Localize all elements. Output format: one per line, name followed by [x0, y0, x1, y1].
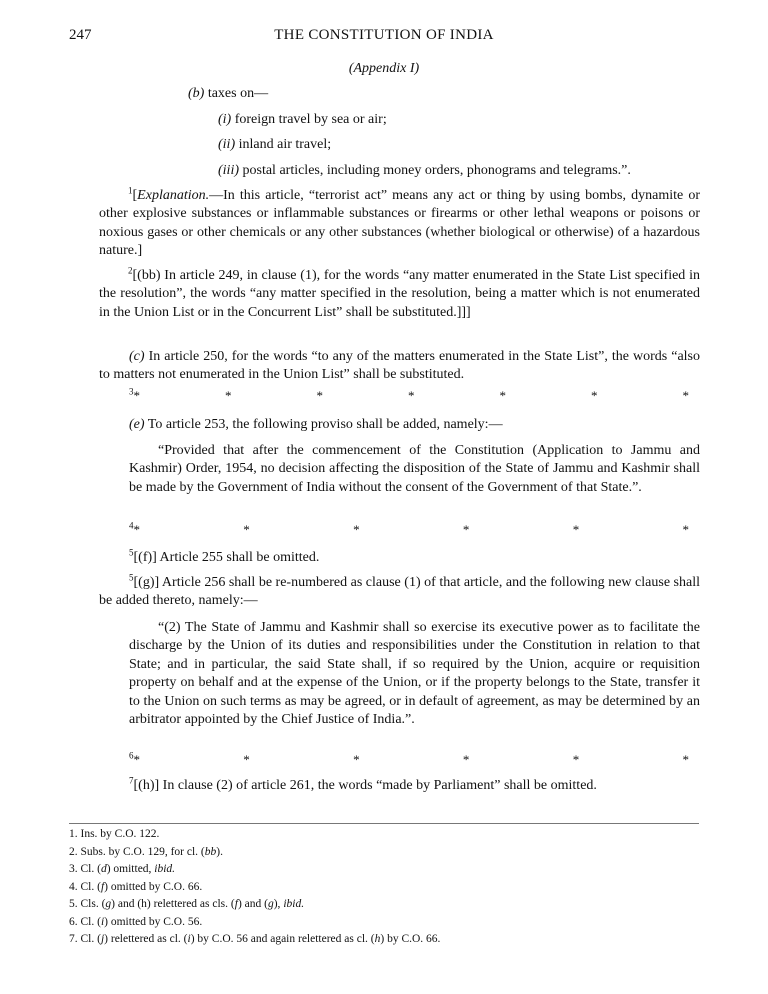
star: *: [353, 522, 360, 537]
star-first: $^6$*: [129, 750, 140, 767]
footnote-ref-7: 7: [129, 775, 134, 786]
clause-c-text: In article 250, for the words “to any of the matters enumerated in the State List”, the words “also to matters not enumerated in the Union List” shall be substituted.: [99, 349, 700, 383]
clause-g-text: Article 256 shall be re-numbered as clause (1) of that article, and the following new clause shall be added thereto, namely:—: [99, 575, 701, 609]
star: *: [316, 388, 323, 403]
footnote-ref-1: 1: [128, 185, 133, 196]
star: *: [462, 752, 470, 767]
footnotes-list: [69, 826, 699, 949]
star: *: [408, 388, 415, 403]
clause-c-paragraph: [99, 348, 700, 385]
clause-h: [129, 777, 597, 795]
star: *: [572, 752, 580, 767]
footnote-6: 6. Cl. (i) omitted by C.O. 56.: [69, 915, 203, 928]
clause-e: [129, 416, 503, 434]
subclause-ii: [218, 136, 331, 154]
star: *: [243, 752, 250, 767]
clause-h-text: In clause (2) of article 261, the words “made by Parliament” shall be omitted.: [162, 778, 597, 793]
footnote-4: 4. Cl. (f) omitted by C.O. 66.: [69, 880, 203, 893]
footnote-ref-5: 5: [129, 547, 134, 558]
footnote-ref-2: 2: [128, 265, 133, 276]
star: *: [225, 388, 232, 403]
footnote-divider: [69, 823, 699, 824]
clause-c-label: (c): [129, 349, 145, 364]
star: *: [682, 522, 689, 537]
footnote-3: 3. Cl. (d) omitted, ibid.: [69, 863, 176, 875]
omission-stars-3: [129, 752, 689, 768]
explanation-label: Explanation.: [137, 188, 210, 203]
footnote-7: 7. Cl. (j) relettered as cl. (i) by C.O. 56 and again relettered as cl. (h) by C.O. 66.: [69, 933, 441, 945]
clause-f-text: Article 255 shall be omitted.: [159, 550, 320, 565]
clause-g-paragraph: [99, 574, 700, 611]
explanation-text: —In this article, “terrorist act” means any act or thing by using bombs, dynamite or other explosive substances or inflammable substances or firearms or other lethal weapons or poisons or noxious gases or other chemicals or any other substances (whether biological or otherwise) of a hazardous nature.]: [99, 188, 700, 259]
footnote-2: 2. Subs. by C.O. 129, for cl. (bb).: [69, 845, 223, 858]
subclause-i-label: (i): [218, 112, 232, 127]
subclause-i-text: foreign travel by sea or air;: [234, 112, 387, 127]
clause-bb-label: [(bb): [132, 268, 161, 283]
subclause-iii-label: (iii): [218, 163, 239, 178]
clause-h-label: [(h)]: [133, 778, 160, 793]
footnote-ref-5b: 5: [129, 572, 134, 583]
bracket-open: [: [132, 188, 138, 203]
footnote-5: 5. Cls. (g) and (h) relettered as cls. (f) and (g), ibid.: [69, 898, 305, 910]
star-first: $^4$*: [129, 520, 140, 537]
subclause-iii-text: postal articles, including money orders, phonograms and telegrams.”.: [242, 163, 631, 178]
omission-stars-2: [129, 522, 689, 538]
proviso-paragraph: “Provided that after the commencement of the Constitution (Application to Jammu and Kashmir) Order, 1954, no decision affecting the disposition of the State of Jammu and Kashmir shall be made by the Government of India without the consent of the Government of that State.”.: [129, 443, 700, 495]
star: *: [499, 388, 506, 403]
clause-b-label: (b): [188, 86, 205, 101]
page-number: 247: [69, 27, 92, 43]
clause-bb-paragraph: [99, 267, 700, 322]
star: *: [462, 522, 470, 537]
clause-b: [188, 85, 268, 103]
appendix-label: (Appendix I): [348, 61, 420, 76]
clause-g-label: [(g)]: [133, 575, 160, 590]
star: *: [682, 388, 689, 403]
star: *: [572, 522, 580, 537]
clause-b-text: taxes on—: [207, 86, 269, 101]
subclause-i: [218, 111, 387, 129]
omission-stars-1: [129, 388, 689, 404]
star: *: [353, 752, 360, 767]
new-clause-2-paragraph: “(2) The State of Jammu and Kashmir shall so exercise its executive power as to facilitate the discharge by the Union of its duties and responsibilities under the Constitution in relation to that State; and in particular, the said State shall, if so required by the Union, acquire or requisition property on behalf and at the expense of the Union, or if the property belongs to the State, transfer it to the Union on such terms as may be agreed, or in default of agreement, as may be determined by an arbitrator appointed by the Chief Justice of India.”.: [129, 620, 700, 728]
clause-e-label: (e): [129, 417, 145, 432]
subclause-iii: [218, 162, 631, 180]
footnote-1: 1. Ins. by C.O. 122.: [69, 828, 160, 840]
clause-bb-text: In article 249, in clause (1), for the words “any matter enumerated in the State List specified in the resolution”, the words “any matter specified in the resolution, being a matter which is not enumerated in the Union List or in the Concurrent List” shall be substituted.]]]: [99, 268, 700, 320]
star: *: [243, 522, 250, 537]
page-title: THE CONSTITUTION OF INDIA: [274, 27, 494, 43]
explanation-paragraph: [99, 187, 700, 261]
star: *: [682, 752, 689, 767]
clause-f-label: [(f)]: [133, 550, 157, 565]
subclause-ii-text: inland air travel;: [238, 137, 332, 152]
clause-f: [129, 549, 319, 567]
star: *: [591, 388, 598, 403]
star-first: $^3$*: [129, 386, 140, 403]
subclause-ii-label: (ii): [218, 137, 236, 152]
clause-e-text: To article 253, the following proviso shall be added, namely:—: [147, 417, 503, 432]
